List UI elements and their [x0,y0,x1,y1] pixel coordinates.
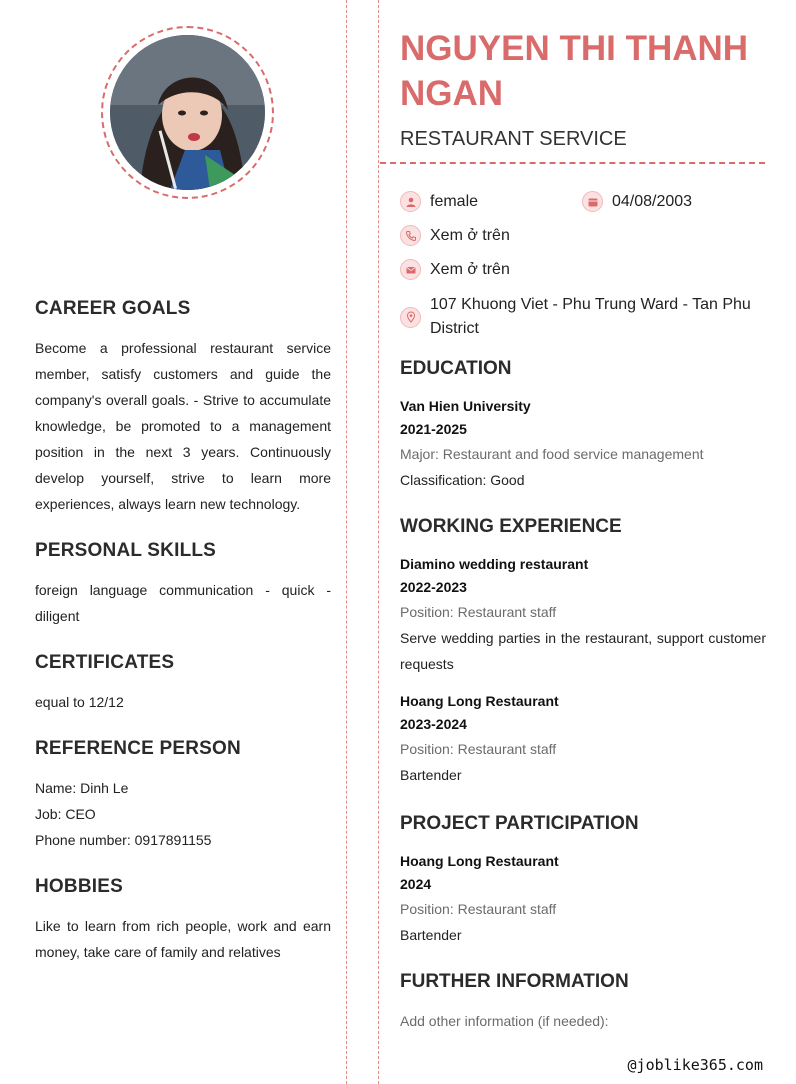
experience-years: 2022-2023 [400,579,467,595]
project-description: Bartender [400,927,462,943]
experience-org: Hoang Long Restaurant [400,693,559,709]
birthdate-value: 04/08/2003 [612,192,693,210]
location-pin-icon [400,307,421,328]
education-classification: Classification: Good [400,472,525,488]
user-icon [400,191,421,212]
career-goals-text: Become a professional restaurant service member, satisfy customers and guide the company's overall goals. - Strive to accumulate knowledge, be promoted to a management position in the next 3 years. Continuously develop yourself, strive to learn more experiences, always learn new technology. [35,340,331,512]
reference-section [35,738,331,853]
experience-years: 2023-2024 [400,716,467,732]
experience-item [400,690,766,788]
reference-phone: Phone number: 0917891155 [35,832,212,848]
header-divider [380,162,765,164]
job-title: RESTAURANT SERVICE [400,128,627,150]
calendar-icon [582,191,603,212]
experience-title: WORKING EXPERIENCE [400,516,622,537]
education-title: EDUCATION [400,358,512,379]
experience-description: Bartender [400,767,462,783]
further-text: Add other information (if needed): [400,1013,609,1029]
hobbies-title: HOBBIES [35,876,123,897]
experience-description: Serve wedding parties in the restaurant, support customer requests [400,630,766,672]
projects-title: PROJECT PARTICIPATION [400,813,639,834]
avatar-frame [101,26,274,199]
personal-skills-text: foreign language communication - quick - diligent [35,582,331,624]
avatar [110,35,265,190]
project-org: Hoang Long Restaurant [400,853,559,869]
email-value: Xem ở trên [430,260,510,278]
divider-right [378,0,379,1084]
certificates-section [35,652,331,715]
watermark: @joblike365.com [627,1056,763,1074]
personal-skills-section [35,540,331,629]
projects-section [400,813,766,948]
personal-skills-title: PERSONAL SKILLS [35,540,217,561]
birthdate-row [582,191,692,212]
experience-item [400,553,766,677]
project-position: Position: Restaurant staff [400,901,557,917]
career-goals-title: CAREER GOALS [35,298,191,319]
phone-value: Xem ở trên [430,226,510,244]
email-row [400,259,510,280]
divider-left [346,0,347,1084]
reference-title: REFERENCE PERSON [35,738,241,759]
certificates-title: CERTIFICATES [35,652,175,673]
experience-org: Diamino wedding restaurant [400,556,589,572]
career-goals-section [35,298,331,517]
phone-row [400,225,510,246]
further-title: FURTHER INFORMATION [400,971,629,992]
avatar-photo [110,35,265,190]
gender-value: female [430,192,479,210]
hobbies-text: Like to learn from rich people, work and earn money, take care of family and relatives [35,918,331,960]
experience-section [400,516,766,788]
address-value: 107 Khuong Viet - Phu Trung Ward - Tan Phu District [430,296,751,337]
education-major: Major: Restaurant and food service management [400,446,704,462]
candidate-name: NGUYEN THI THANH NGAN [400,29,749,113]
certificates-text: equal to 12/12 [35,694,124,710]
education-years: 2021-2025 [400,421,467,437]
address-row [400,293,766,341]
education-section [400,358,766,493]
reference-job: Job: CEO [35,806,96,822]
phone-icon [400,225,421,246]
experience-position: Position: Restaurant staff [400,741,557,757]
experience-position: Position: Restaurant staff [400,604,557,620]
education-school: Van Hien University [400,398,531,414]
further-section [400,971,766,1034]
hobbies-section [35,876,331,965]
gender-row [400,191,478,212]
mail-icon [400,259,421,280]
reference-name: Name: Dinh Le [35,780,129,796]
project-years: 2024 [400,876,432,892]
